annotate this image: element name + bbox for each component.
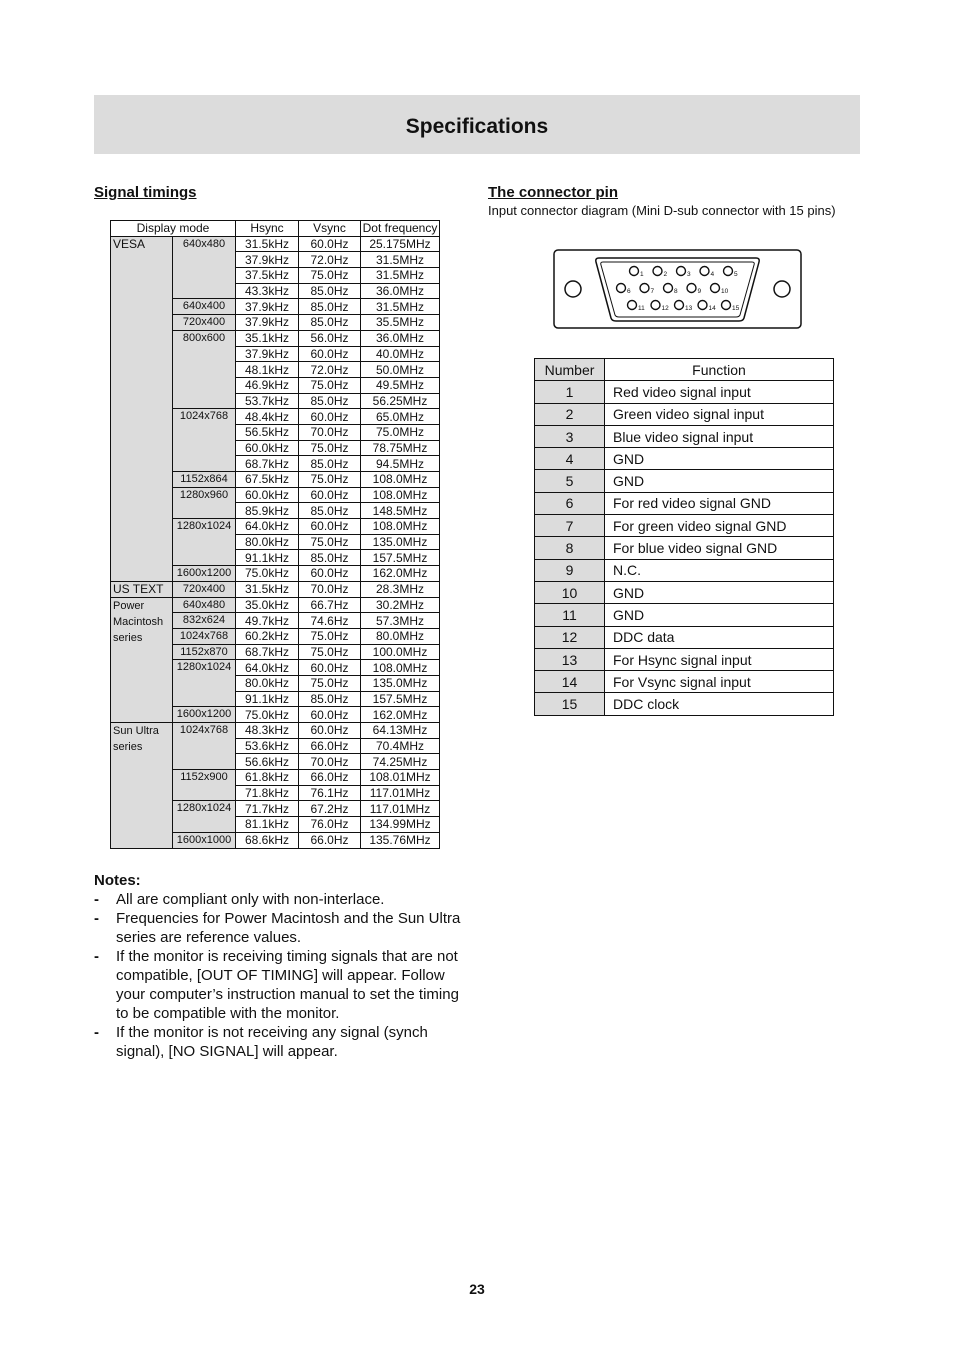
- hsync-cell: 46.9kHz: [236, 377, 299, 393]
- hsync-cell: 48.4kHz: [236, 409, 299, 425]
- resolution-cell: 720x400: [173, 581, 236, 597]
- pin-hole: [653, 267, 662, 276]
- pin-number: 11: [535, 604, 605, 626]
- dot-frequency-cell: 117.01MHz: [361, 785, 440, 801]
- hsync-cell: 71.7kHz: [236, 801, 299, 817]
- dot-frequency-cell: 135.0MHz: [361, 675, 440, 691]
- pin-label: 10: [721, 288, 729, 295]
- resolution-cell: 1280x1024: [173, 801, 236, 832]
- display-mode-group: Sun Ultra series: [111, 723, 173, 849]
- hsync-cell: 85.9kHz: [236, 503, 299, 519]
- header-vsync: Vsync: [299, 221, 361, 237]
- pin-row: [535, 515, 834, 537]
- resolution-cell: 1280x960: [173, 487, 236, 518]
- pin-row: [535, 671, 834, 693]
- vsync-cell: 75.0Hz: [299, 675, 361, 691]
- pin-function: For green video signal GND: [605, 515, 834, 537]
- vsync-cell: 75.0Hz: [299, 377, 361, 393]
- dot-frequency-cell: 36.0MHz: [361, 283, 440, 299]
- pin-number: 3: [535, 425, 605, 447]
- pin-label: 3: [687, 271, 691, 278]
- pin-hole: [664, 284, 673, 293]
- vsync-cell: 70.0Hz: [299, 424, 361, 440]
- note-dash: -: [94, 891, 99, 908]
- pin-hole: [628, 301, 637, 310]
- dot-frequency-cell: 50.0MHz: [361, 362, 440, 378]
- timing-body: [111, 236, 440, 848]
- hsync-cell: 48.3kHz: [236, 723, 299, 739]
- pin-number: 2: [535, 403, 605, 425]
- hsync-cell: 48.1kHz: [236, 362, 299, 378]
- timing-header-row: [111, 221, 440, 237]
- mounting-hole-left: [565, 281, 581, 297]
- dot-frequency-cell: 57.3MHz: [361, 613, 440, 629]
- dot-frequency-cell: 31.5MHz: [361, 299, 440, 315]
- connector-title: The connector pin: [488, 184, 619, 201]
- dot-frequency-cell: 108.0MHz: [361, 519, 440, 535]
- hsync-cell: 80.0kHz: [236, 675, 299, 691]
- vsync-cell: 66.0Hz: [299, 770, 361, 786]
- pin-hole: [630, 267, 639, 276]
- hsync-cell: 56.6kHz: [236, 754, 299, 770]
- pin-number: 9: [535, 559, 605, 581]
- pin-label: 15: [732, 305, 740, 312]
- resolution-cell: 1024x768: [173, 723, 236, 770]
- header-band: [94, 95, 860, 154]
- dot-frequency-cell: 108.01MHz: [361, 770, 440, 786]
- pin-row: [535, 448, 834, 470]
- hsync-cell: 61.8kHz: [236, 770, 299, 786]
- vsync-cell: 67.2Hz: [299, 801, 361, 817]
- dot-frequency-cell: 100.0MHz: [361, 644, 440, 660]
- note-text: Frequencies for Power Macintosh and the Sun Ultra series are reference values.: [116, 910, 461, 946]
- hsync-cell: 60.2kHz: [236, 628, 299, 644]
- hsync-cell: 80.0kHz: [236, 534, 299, 550]
- dot-frequency-cell: 56.25MHz: [361, 393, 440, 409]
- pin-row: [535, 470, 834, 492]
- resolution-cell: 1600x1200: [173, 707, 236, 723]
- hsync-cell: 64.0kHz: [236, 519, 299, 535]
- hsync-cell: 71.8kHz: [236, 785, 299, 801]
- dot-frequency-cell: 135.0MHz: [361, 534, 440, 550]
- pin-function: For red video signal GND: [605, 492, 834, 514]
- pin-number: 14: [535, 671, 605, 693]
- resolution-cell: 720x400: [173, 315, 236, 331]
- pin-label: 11: [638, 305, 645, 312]
- pin-label: 1: [640, 271, 644, 278]
- note-dash: -: [94, 910, 99, 927]
- pin-hole: [700, 267, 709, 276]
- pin-number: 1: [535, 381, 605, 403]
- hsync-cell: 43.3kHz: [236, 283, 299, 299]
- pin-label: 7: [650, 288, 655, 295]
- page-title: Specifications: [405, 115, 549, 138]
- signal-timings-title: Signal timings: [94, 184, 197, 201]
- note-text: If the monitor is receiving timing signals that are not compatible, [OUT OF TIMING] will appear. Follow your computer’s instruction manual to set the timing to be compatible with the monitor.: [116, 948, 459, 1022]
- pin-number: 15: [535, 693, 605, 715]
- resolution-cell: 1024x768: [173, 409, 236, 472]
- pin-function: N.C.: [605, 559, 834, 581]
- pin-hole: [711, 284, 720, 293]
- pin-label: 2: [663, 271, 668, 278]
- note-item: [94, 1023, 466, 1061]
- pin-function: DDC clock: [605, 693, 834, 715]
- header-dot-frequency: Dot frequency: [361, 221, 440, 237]
- pin-hole: [651, 301, 660, 310]
- dot-frequency-cell: 134.99MHz: [361, 817, 440, 833]
- vsync-cell: 70.0Hz: [299, 754, 361, 770]
- note-item: [94, 947, 466, 1023]
- vsync-cell: 66.7Hz: [299, 597, 361, 613]
- pin-function-table: [534, 358, 834, 716]
- pin-function: For blue video signal GND: [605, 537, 834, 559]
- pin-row: [535, 693, 834, 715]
- pin-label: 13: [685, 305, 693, 312]
- pin-header-row: [535, 359, 834, 381]
- mounting-hole-right: [774, 281, 790, 297]
- pin-function: GND: [605, 448, 834, 470]
- resolution-cell: 1152x870: [173, 644, 236, 660]
- pin-row: [535, 492, 834, 514]
- pin-row: [535, 403, 834, 425]
- pin-hole: [724, 267, 733, 276]
- dot-frequency-cell: 30.2MHz: [361, 597, 440, 613]
- pin-function: For Vsync signal input: [605, 671, 834, 693]
- pin-number: 13: [535, 648, 605, 670]
- vsync-cell: 60.0Hz: [299, 723, 361, 739]
- resolution-cell: 1600x1200: [173, 566, 236, 582]
- pin-hole: [722, 301, 731, 310]
- connector-diagram: [553, 249, 803, 330]
- pin-row: [535, 381, 834, 403]
- vsync-cell: 85.0Hz: [299, 456, 361, 472]
- vsync-cell: 85.0Hz: [299, 283, 361, 299]
- table-row: [111, 236, 440, 252]
- pin-number: 6: [535, 492, 605, 514]
- dot-frequency-cell: 36.0MHz: [361, 330, 440, 346]
- resolution-cell: 640x400: [173, 299, 236, 315]
- hsync-cell: 75.0kHz: [236, 566, 299, 582]
- dot-frequency-cell: 31.5MHz: [361, 268, 440, 284]
- vsync-cell: 75.0Hz: [299, 268, 361, 284]
- dot-frequency-cell: 49.5MHz: [361, 377, 440, 393]
- vsync-cell: 60.0Hz: [299, 660, 361, 676]
- pin-hole: [675, 301, 684, 310]
- pin-function: DDC data: [605, 626, 834, 648]
- resolution-cell: 832x624: [173, 613, 236, 629]
- table-row: [111, 723, 440, 739]
- pin-label: 5: [734, 271, 738, 278]
- vsync-cell: 85.0Hz: [299, 691, 361, 707]
- vsync-cell: 75.0Hz: [299, 644, 361, 660]
- hsync-cell: 68.6kHz: [236, 832, 299, 848]
- vsync-cell: 66.0Hz: [299, 832, 361, 848]
- resolution-cell: 1280x1024: [173, 660, 236, 707]
- header-hsync: Hsync: [236, 221, 299, 237]
- pin-row: [535, 581, 834, 603]
- resolution-cell: 800x600: [173, 330, 236, 408]
- vsync-cell: 60.0Hz: [299, 487, 361, 503]
- dot-frequency-cell: 117.01MHz: [361, 801, 440, 817]
- pin-label: 6: [627, 288, 631, 295]
- pin-row: [535, 537, 834, 559]
- display-mode-group: US TEXT: [111, 581, 173, 597]
- pin-function: GND: [605, 470, 834, 492]
- hsync-cell: 37.9kHz: [236, 346, 299, 362]
- dot-frequency-cell: 35.5MHz: [361, 315, 440, 331]
- vsync-cell: 85.0Hz: [299, 503, 361, 519]
- pins-body: [535, 381, 834, 715]
- pin-function: Red video signal input: [605, 381, 834, 403]
- resolution-cell: 1152x864: [173, 472, 236, 488]
- hsync-cell: 56.5kHz: [236, 424, 299, 440]
- pin-label: 14: [708, 305, 716, 312]
- notes-list: [94, 890, 466, 1061]
- dot-frequency-cell: 162.0MHz: [361, 566, 440, 582]
- dot-frequency-cell: 74.25MHz: [361, 754, 440, 770]
- header-number: Number: [535, 359, 605, 381]
- pin-number: 4: [535, 448, 605, 470]
- hsync-cell: 35.0kHz: [236, 597, 299, 613]
- hsync-cell: 49.7kHz: [236, 613, 299, 629]
- dot-frequency-cell: 64.13MHz: [361, 723, 440, 739]
- dot-frequency-cell: 108.0MHz: [361, 487, 440, 503]
- note-dash: -: [94, 948, 99, 965]
- resolution-cell: 1024x768: [173, 628, 236, 644]
- dot-frequency-cell: 28.3MHz: [361, 581, 440, 597]
- dot-frequency-cell: 94.5MHz: [361, 456, 440, 472]
- vsync-cell: 75.0Hz: [299, 472, 361, 488]
- pin-row: [535, 425, 834, 447]
- vsync-cell: 60.0Hz: [299, 707, 361, 723]
- pin-row: [535, 559, 834, 581]
- dot-frequency-cell: 78.75MHz: [361, 440, 440, 456]
- display-mode-group: Power Macintosh series: [111, 597, 173, 723]
- dot-frequency-cell: 31.5MHz: [361, 252, 440, 268]
- pin-function: GND: [605, 581, 834, 603]
- pin-label: 8: [674, 288, 678, 295]
- pin-row: [535, 604, 834, 626]
- hsync-cell: 91.1kHz: [236, 550, 299, 566]
- hsync-cell: 53.6kHz: [236, 738, 299, 754]
- vsync-cell: 75.0Hz: [299, 440, 361, 456]
- note-dash: -: [94, 1024, 99, 1041]
- vsync-cell: 72.0Hz: [299, 252, 361, 268]
- signal-timings-table: [110, 220, 440, 849]
- note-text: All are compliant only with non-interlace.: [116, 891, 385, 908]
- pin-hole: [640, 284, 649, 293]
- resolution-cell: 1152x900: [173, 770, 236, 801]
- vsync-cell: 60.0Hz: [299, 519, 361, 535]
- vsync-cell: 75.0Hz: [299, 628, 361, 644]
- pin-function: Green video signal input: [605, 403, 834, 425]
- dot-frequency-cell: 162.0MHz: [361, 707, 440, 723]
- vsync-cell: 60.0Hz: [299, 346, 361, 362]
- dot-frequency-cell: 40.0MHz: [361, 346, 440, 362]
- dot-frequency-cell: 157.5MHz: [361, 691, 440, 707]
- header-display-mode: Display mode: [111, 221, 236, 237]
- pin-number: 12: [535, 626, 605, 648]
- hsync-cell: 75.0kHz: [236, 707, 299, 723]
- pin-hole: [617, 284, 626, 293]
- notes: [94, 871, 466, 1061]
- vsync-cell: 66.0Hz: [299, 738, 361, 754]
- pin-hole: [687, 284, 696, 293]
- dot-frequency-cell: 148.5MHz: [361, 503, 440, 519]
- hsync-cell: 64.0kHz: [236, 660, 299, 676]
- resolution-cell: 1280x1024: [173, 519, 236, 566]
- vsync-cell: 75.0Hz: [299, 534, 361, 550]
- pin-row: [535, 626, 834, 648]
- pin-number: 10: [535, 581, 605, 603]
- page-number: 23: [469, 1281, 485, 1297]
- pin-hole: [698, 301, 707, 310]
- pin-row: [535, 648, 834, 670]
- vsync-cell: 85.0Hz: [299, 393, 361, 409]
- dot-frequency-cell: 75.0MHz: [361, 424, 440, 440]
- resolution-cell: 640x480: [173, 597, 236, 613]
- pin-function: GND: [605, 604, 834, 626]
- vsync-cell: 85.0Hz: [299, 299, 361, 315]
- vsync-cell: 72.0Hz: [299, 362, 361, 378]
- pin-label: 4: [710, 271, 715, 278]
- pin-number: 5: [535, 470, 605, 492]
- note-item: [94, 890, 466, 909]
- hsync-cell: 81.1kHz: [236, 817, 299, 833]
- connector-subtitle: Input connector diagram (Mini D-sub connector with 15 pins): [488, 203, 836, 218]
- hsync-cell: 60.0kHz: [236, 440, 299, 456]
- hsync-cell: 53.7kHz: [236, 393, 299, 409]
- hsync-cell: 31.5kHz: [236, 236, 299, 252]
- header-function: Function: [605, 359, 834, 381]
- vsync-cell: 56.0Hz: [299, 330, 361, 346]
- note-item: [94, 909, 466, 947]
- dot-frequency-cell: 135.76MHz: [361, 832, 440, 848]
- vsync-cell: 85.0Hz: [299, 315, 361, 331]
- vsync-cell: 74.6Hz: [299, 613, 361, 629]
- table-row: [111, 581, 440, 597]
- pin-function: Blue video signal input: [605, 425, 834, 447]
- hsync-cell: 37.9kHz: [236, 299, 299, 315]
- pin-number: 7: [535, 515, 605, 537]
- dot-frequency-cell: 80.0MHz: [361, 628, 440, 644]
- hsync-cell: 31.5kHz: [236, 581, 299, 597]
- vsync-cell: 60.0Hz: [299, 566, 361, 582]
- hsync-cell: 68.7kHz: [236, 456, 299, 472]
- pin-label: 12: [661, 305, 669, 312]
- vsync-cell: 70.0Hz: [299, 581, 361, 597]
- pin-number: 8: [535, 537, 605, 559]
- resolution-cell: 1600x1000: [173, 832, 236, 848]
- pin-label: 9: [697, 288, 702, 295]
- dot-frequency-cell: 25.175MHz: [361, 236, 440, 252]
- hsync-cell: 35.1kHz: [236, 330, 299, 346]
- notes-title: Notes:: [94, 872, 141, 889]
- hsync-cell: 37.9kHz: [236, 315, 299, 331]
- dot-frequency-cell: 108.0MHz: [361, 660, 440, 676]
- pin-function: For Hsync signal input: [605, 648, 834, 670]
- vsync-cell: 60.0Hz: [299, 236, 361, 252]
- hsync-cell: 37.9kHz: [236, 252, 299, 268]
- vsync-cell: 85.0Hz: [299, 550, 361, 566]
- hsync-cell: 67.5kHz: [236, 472, 299, 488]
- resolution-cell: 640x480: [173, 236, 236, 299]
- pin-hole: [677, 267, 686, 276]
- dot-frequency-cell: 65.0MHz: [361, 409, 440, 425]
- dot-frequency-cell: 70.4MHz: [361, 738, 440, 754]
- hsync-cell: 60.0kHz: [236, 487, 299, 503]
- hsync-cell: 37.5kHz: [236, 268, 299, 284]
- note-text: If the monitor is not receiving any signal (synch signal), [NO SIGNAL] will appear.: [116, 1024, 428, 1060]
- dot-frequency-cell: 108.0MHz: [361, 472, 440, 488]
- display-mode-group: VESA: [111, 236, 173, 581]
- table-row: [111, 597, 440, 613]
- vsync-cell: 76.1Hz: [299, 785, 361, 801]
- vsync-cell: 76.0Hz: [299, 817, 361, 833]
- hsync-cell: 91.1kHz: [236, 691, 299, 707]
- dot-frequency-cell: 157.5MHz: [361, 550, 440, 566]
- hsync-cell: 68.7kHz: [236, 644, 299, 660]
- vsync-cell: 60.0Hz: [299, 409, 361, 425]
